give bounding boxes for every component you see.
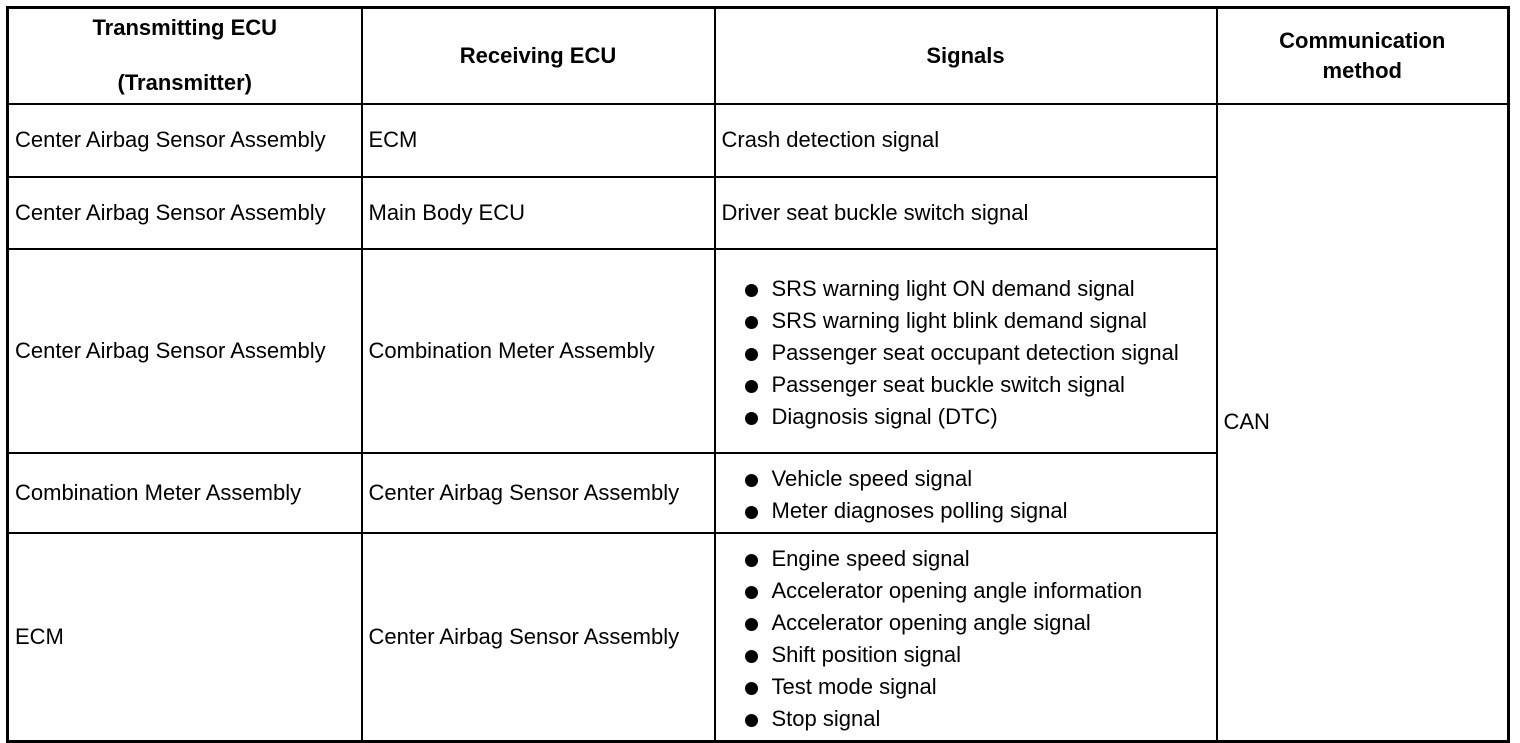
signal-list <box>722 274 1210 432</box>
bullet-icon <box>745 618 758 631</box>
signal-list <box>722 464 1210 526</box>
transmitter-cell: Combination Meter Assembly <box>8 453 362 533</box>
list-item <box>722 338 1210 368</box>
receiver-cell: Center Airbag Sensor Assembly <box>362 453 715 533</box>
signal-list-cell <box>715 249 1217 453</box>
signal-list-cell <box>715 453 1217 533</box>
signal-cell: Driver seat buckle switch signal <box>715 177 1217 249</box>
bullet-icon <box>745 650 758 663</box>
receiver-cell: Center Airbag Sensor Assembly <box>362 533 715 742</box>
bullet-icon <box>745 682 758 695</box>
signal-text: Stop signal <box>771 705 881 731</box>
signal-text: Shift position signal <box>771 641 962 667</box>
bullet-icon <box>745 348 758 361</box>
signal-list <box>722 544 1210 734</box>
list-item <box>722 608 1210 638</box>
transmitter-cell: Center Airbag Sensor Assembly <box>8 104 362 177</box>
signal-text: Test mode signal <box>771 673 937 699</box>
header-row <box>8 8 1509 104</box>
list-item <box>722 704 1210 734</box>
header-transmitting-ecu <box>8 8 362 104</box>
list-item <box>722 306 1210 336</box>
list-item <box>722 496 1210 526</box>
header-communication-method-label: Communication method <box>1279 27 1446 83</box>
communication-method-cell: CAN <box>1217 104 1509 742</box>
signal-text: SRS warning light blink demand signal <box>771 307 1147 333</box>
header-signals: Signals <box>715 8 1217 104</box>
receiver-cell: Main Body ECU <box>362 177 715 249</box>
signal-text: SRS warning light ON demand signal <box>771 275 1135 301</box>
receiver-cell: ECM <box>362 104 715 177</box>
list-item <box>722 464 1210 494</box>
bullet-icon <box>745 506 758 519</box>
bullet-icon <box>745 586 758 599</box>
signal-cell: Crash detection signal <box>715 104 1217 177</box>
header-transmitting-ecu-line2: (Transmitter) <box>117 70 252 96</box>
table-row <box>8 104 1509 177</box>
bullet-icon <box>745 380 758 393</box>
ecu-communication-table <box>6 6 1510 743</box>
signal-text: Meter diagnoses polling signal <box>771 497 1068 523</box>
bullet-icon <box>745 412 758 425</box>
list-item <box>722 576 1210 606</box>
header-receiving-ecu: Receiving ECU <box>362 8 715 104</box>
list-item <box>722 402 1210 432</box>
signal-text: Diagnosis signal (DTC) <box>771 403 998 429</box>
list-item <box>722 544 1210 574</box>
bullet-icon <box>745 714 758 727</box>
signal-text: Vehicle speed signal <box>771 465 973 491</box>
bullet-icon <box>745 284 758 297</box>
signal-text: Passenger seat occupant detection signal <box>771 339 1179 365</box>
receiver-cell: Combination Meter Assembly <box>362 249 715 453</box>
list-item <box>722 672 1210 702</box>
signal-list-cell <box>715 533 1217 742</box>
bullet-icon <box>745 554 758 567</box>
list-item <box>722 274 1210 304</box>
bullet-icon <box>745 474 758 487</box>
header-communication-method <box>1217 8 1509 104</box>
signal-text: Engine speed signal <box>771 545 970 571</box>
signal-text: Accelerator opening angle signal <box>771 609 1091 635</box>
transmitter-cell: ECM <box>8 533 362 742</box>
signal-text: Passenger seat buckle switch signal <box>771 371 1125 397</box>
signal-text: Accelerator opening angle information <box>771 577 1143 603</box>
list-item <box>722 640 1210 670</box>
transmitter-cell: Center Airbag Sensor Assembly <box>8 177 362 249</box>
list-item <box>722 370 1210 400</box>
bullet-icon <box>745 316 758 329</box>
transmitter-cell: Center Airbag Sensor Assembly <box>8 249 362 453</box>
header-transmitting-ecu-line1: Transmitting ECU <box>92 15 278 41</box>
